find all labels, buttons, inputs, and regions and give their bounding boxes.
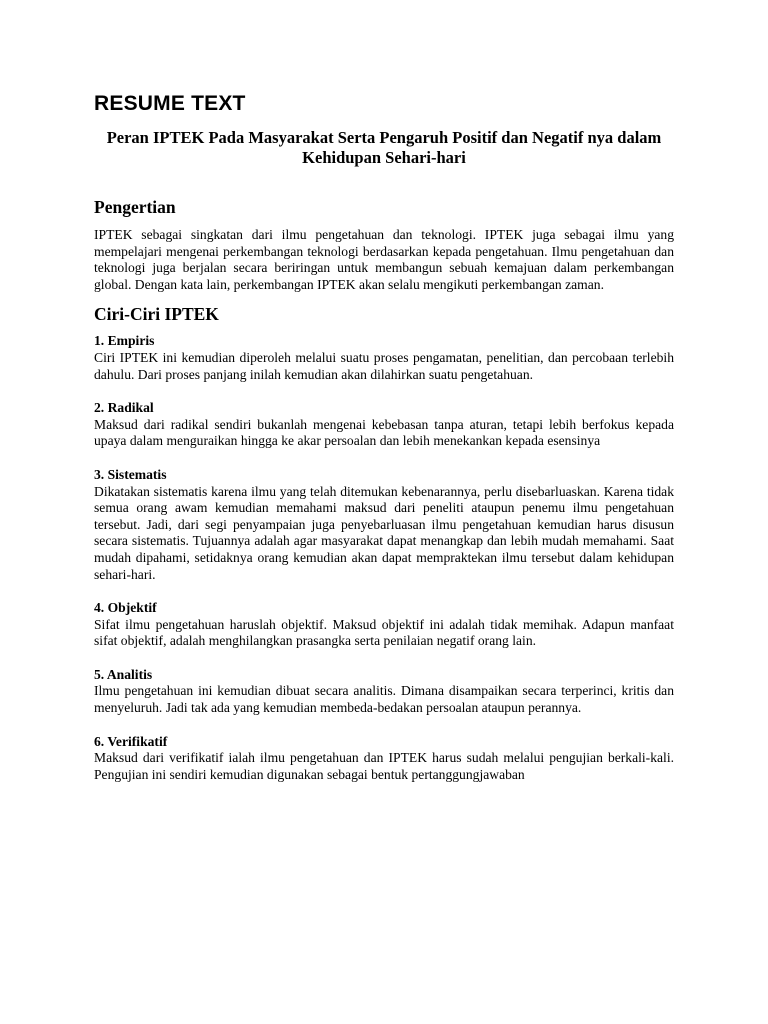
item-body: Dikatakan sistematis karena ilmu yang telah ditemukan kebenarannya, perlu disebarluaskan. Karena tidak semua orang awam kemudian memahami maksud dari peneliti ataupun penemu ilmu pengetahuan tersebut. Jadi, dari segi penyampaian juga penyebarluasan ilmu pengetahuan kemudian harus disusun secara sistematis. Tujuannya adalah agar masyarakat dapat menangkap dan lebih mudah memahami. Saat mudah dipahami, setidaknya orang kemudian akan dapat mempraktekan ilmu tersebut dalam kehidupan sehari-hari. — [94, 483, 674, 582]
section-title-pengertian: Pengertian — [94, 197, 176, 217]
item-title: 3. Sistematis — [94, 466, 167, 482]
document-heading: RESUME TEXT — [94, 92, 246, 115]
document-page — [94, 92, 674, 783]
item-body: Ilmu pengetahuan ini kemudian dibuat secara analitis. Dimana disampaikan secara terperinci, kritis dan menyeluruh. Jadi tak ada yang kemudian membeda-bedakan persoalan ataupun perannya. — [94, 683, 674, 716]
item-body: Maksud dari verifikatif ialah ilmu pengetahuan dan IPTEK harus sudah melalui pengujian berkali-kali. Pengujian ini sendiri kemudian digunakan sebagai bentuk pertanggungjawaban — [94, 750, 674, 782]
list-item-verifikatif — [94, 734, 674, 784]
section-title-ciri-ciri: Ciri-Ciri IPTEK — [94, 304, 219, 325]
item-body: Maksud dari radikal sendiri bukanlah mengenai kebebasan tanpa aturan, tetapi lebih berfokus kepada upaya dalam menguraikan hingga ke akar persoalan dan lebih menekankan kepada esensinya — [94, 416, 674, 449]
document-title: Peran IPTEK Pada Masyarakat Serta Pengaruh Positif dan Negatif nya dalam Kehidupan Sehari-hari — [106, 128, 662, 167]
list-item-sistematis — [94, 467, 674, 583]
item-title: 4. Objektif — [94, 600, 157, 616]
item-title: 5. Analitis — [94, 666, 153, 682]
item-title: 1. Empiris — [94, 333, 155, 349]
list-item-radikal — [94, 400, 674, 450]
list-item-objektif — [94, 600, 674, 650]
item-body: Sifat ilmu pengetahuan haruslah objektif. Maksud objektif ini adalah tidak memihak. Adapun manfaat sifat objektif, adalah menghilangkan prasangka serta penilaian negatif orang lain. — [94, 616, 674, 649]
item-body: Ciri IPTEK ini kemudian diperoleh melalui suatu proses pengamatan, penelitian, dan percobaan terlebih dahulu. Dari proses panjang inilah kemudian akan dilahirkan suatu pengetahuan. — [94, 349, 674, 382]
item-title: 6. Verifikatif — [94, 733, 168, 749]
pengertian-paragraph: IPTEK sebagai singkatan dari ilmu pengetahuan dan teknologi. IPTEK juga sebagai ilmu yang mempelajari mengenai perkembangan teknologi berdasarkan kepada pengetahuan. Ilmu pengetahuan dan teknologi juga berjalan secara beriringan untuk membangun sebuah kemajuan dalam perkembangan global. Dengan kata lain, perkembangan IPTEK akan selalu mengikuti perkembangan zaman. — [94, 227, 674, 292]
list-item-empiris — [94, 333, 674, 383]
list-item-analitis — [94, 667, 674, 717]
item-title: 2. Radikal — [94, 400, 154, 416]
